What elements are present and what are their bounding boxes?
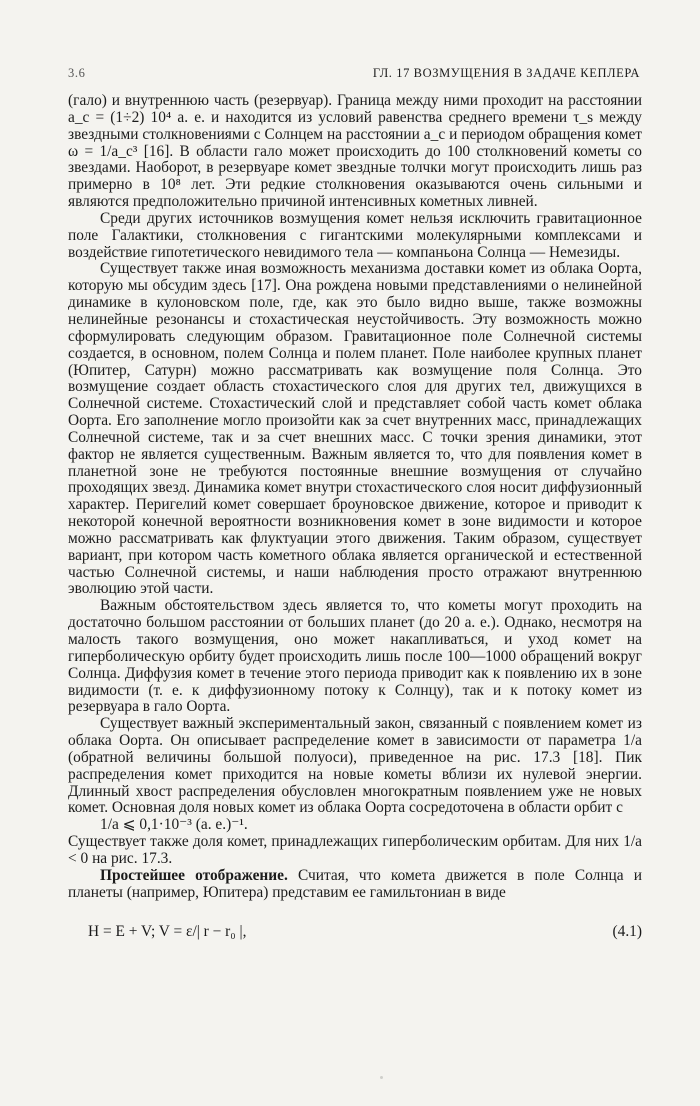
paragraph-6: Существует также доля комет, принадлежащих гиперболическим орбитам. Для них 1/a < 0 на рис. 17.3.: [68, 833, 642, 867]
running-header: [68, 66, 640, 81]
section-text: Считая, что комета движется в поле Солнца и планеты (например, Юпитера) представим ее гамильтониан в виде: [68, 866, 642, 901]
paragraph-3: Существует также иная возможность механизма доставки комет из облака Оорта, которую мы обсудим здесь [17]. Она рождена новыми представлениями о нелинейной динамике в кулоновском поле, где, как это было видно выше, также возможны нелинейные резонансы и стохастическая неустойчивость. Эту возможность можно сформулировать следующим образом. Гравитационное поле Солнечной системы создается, в основном, полем Солнца и полем планет. Поле наиболее крупных планет (Юпитер, Сатурн) можно рассматривать как возмущение поля Солнца. Это возмущение создает область стохастического слоя для других тел, движущихся в Солнечной системе. Стохастический слой и представляет собой часть комет облака Оорта. Его заполнение могло произойти как за счет внутренних масс, принадлежащих Солнечной системе, так и за счет внешних масс. С точки зрения динамики, этот фактор не является существенным. Важным является то, что для появления комет в планетной зоне не требуются постоянные внешние возмущения от случайно проходящих звезд. Динамика комет внутри стохастического слоя носит диффузионный характер. Перигелий комет совершает броуновское движение, которое и приводит к некоторой конечной вероятности возникновения комет в зоне видимости и которое можно рассматривать как флуктуации этого движения. Таким образом, существует вариант, при котором часть кометного облака является органической и естественной частью Солнечной системы, и наши наблюдения просто отражают внутреннюю эволюцию этой части.: [68, 260, 642, 598]
text-body: [68, 93, 642, 940]
paragraph-2: Среди других источников возмущения комет нельзя исключить гравитационное поле Галактики, столкновения с гигантскими молекулярными комплексами и воздействие гипотетического невидимого тела — компаньона Солнца — Немезиды.: [68, 209, 642, 261]
page-number: 3.6: [68, 66, 86, 80]
equation: H = E + V; V = ε/| r − r₀ |,: [88, 922, 247, 940]
scan-mark: [380, 1076, 383, 1079]
display-formula: 1/a ⩽ 0,1·10⁻³ (а. е.)⁻¹.: [100, 816, 248, 834]
section-paragraph: [68, 868, 642, 902]
paragraph-1: (гало) и внутреннюю часть (резервуар). Граница между ними проходит на расстоянии a_c = (1÷2) 10⁴ а. е. и находится из условий равенства среднего времени τ_s между звездными столкновениями с Солнцем на расстоянии a_c и периодом обращения комет ω = 1/a_c³ [16]. В области гало может происходить до 100 столкновений кометы со звездами. Наоборот, в резервуаре комет звездные толчки могут происходить лишь раз примерно в 10⁸ лет. Эти редкие столкновения оказываются очень сильными и являются предположительно причиной интенсивных кометных ливней.: [68, 92, 642, 211]
section-heading: Простейшее отображение.: [100, 866, 288, 884]
running-title: ГЛ. 17 ВОЗМУЩЕНИЯ В ЗАДАЧЕ КЕПЛЕРА: [372, 66, 640, 80]
equation-line: [68, 924, 642, 941]
equation-number: (4.1): [612, 922, 642, 940]
paragraph-5: Существует важный экспериментальный закон, связанный с появлением комет из облака Оорта. Он описывает распределение комет в зависимости от параметра 1/a (обратной величины большой полуоси), приведенное на рис. 17.3 [18]. Пик распределения комет приходится на новые кометы вблизи их нулевой энергии. Длинный хвост распределения обусловлен многократным появлением уже не новых комет. Основная доля новых комет из облака Оорта сосредоточена в области орбит с: [68, 715, 642, 817]
paragraph-4: Важным обстоятельством здесь является то, что кометы могут проходить на достаточно большом расстоянии от больших планет (до 20 а. е.). Однако, несмотря на малость такого возмущения, оно может накапливаться, и уход комет на гиперболическую орбиту будет происходить лишь после 100—1000 обращений вокруг Солнца. Диффузия комет в течение этого периода приводит как к появлению их в зоне видимости (т. е. к диффузионному потоку к Солнцу), так и к потоку комет из резервуара в гало Оорта.: [68, 597, 642, 716]
